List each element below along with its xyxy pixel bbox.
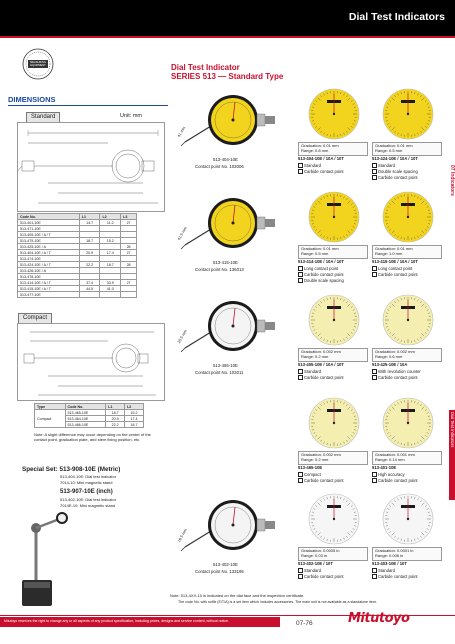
- table-cell: 11.2: [100, 220, 121, 226]
- feature-icon: [372, 375, 377, 380]
- standard-drawing: [17, 122, 165, 212]
- product-indicators: [175, 88, 295, 608]
- col-l1: L1: [106, 404, 125, 410]
- feature-item: [372, 369, 421, 374]
- contact-point-number: Contact point No. 136013: [195, 267, 244, 272]
- feature-icon: [298, 272, 303, 277]
- table-cell: 513-405-10E / A / T: [18, 232, 80, 238]
- graduation-text: Graduation: 0.002 mm: [375, 349, 415, 354]
- graduation-text: Graduation: 0.0001 in: [375, 548, 414, 553]
- range-text: Range: 0.5 mm: [375, 147, 403, 153]
- feature-item: [298, 169, 344, 174]
- table-cell: 18.7: [79, 238, 100, 244]
- feature-label: Carbide contact point: [378, 375, 418, 380]
- feature-label: Double scale spacing: [378, 169, 418, 174]
- table-cell: 27: [121, 220, 137, 226]
- indicator-item: [175, 191, 295, 294]
- order-code: 513-405-10E / 10A / 10T: [298, 362, 344, 367]
- feature-label: Compact: [304, 472, 321, 477]
- table-cell: 513-466-10E: [65, 422, 106, 428]
- contact-point-number: Contact point No. 103006: [195, 164, 244, 169]
- graduation-range-box: [298, 245, 368, 259]
- indicator-model: 513-415-10E: [213, 260, 238, 265]
- table-cell: 18.7: [100, 262, 121, 268]
- graduation-range-box: [372, 547, 442, 561]
- feature-icon: [372, 568, 377, 573]
- dial-face-image: [372, 493, 444, 545]
- feature-item: [372, 472, 405, 477]
- indicator-model: 513-465-10E: [213, 363, 238, 368]
- dial-variant: [298, 88, 370, 191]
- feature-label: Carbide contact point: [378, 175, 418, 180]
- feature-item: [372, 169, 418, 174]
- table-cell: 17.4: [100, 250, 121, 256]
- table-cell: 18.7: [106, 410, 125, 416]
- feature-label: Carbide contact point: [304, 272, 344, 277]
- compact-table-body: [35, 410, 144, 428]
- feature-label: Standard: [304, 163, 321, 168]
- graduation-text: Graduation: 0.01 mm: [301, 143, 339, 148]
- indicator-item: [175, 88, 295, 191]
- dial-variant: [372, 493, 444, 593]
- table-cell: 18.7: [125, 422, 144, 428]
- table-cell: 513-475-10E: [18, 238, 80, 244]
- stylus-length-label: 41 mm: [177, 125, 187, 138]
- graduation-text: Graduation: 0.002 mm: [301, 349, 341, 354]
- feature-item: [372, 375, 418, 380]
- mitutoyo-logo: Mitutoyo: [348, 611, 410, 626]
- feature-label: Double scale spacing: [304, 278, 344, 283]
- dimensions-note: Note: A slight difference may occur depending on the center of the contact point, graduation plate, and stem fixing position, etc.: [34, 432, 151, 443]
- range-text: Range: 0.5 mm: [301, 250, 329, 256]
- feature-label: Long contact point: [304, 266, 339, 271]
- feature-icon: [298, 574, 303, 579]
- dial-variant: [372, 397, 444, 493]
- feature-item: [298, 568, 321, 573]
- table-cell: 15.2: [125, 410, 144, 416]
- graduation-text: Graduation: 0.0005 in: [301, 548, 340, 553]
- page-number: 07-76: [296, 620, 313, 627]
- col-l2: L2: [125, 404, 144, 410]
- order-code: 513-424-10E / 10A / 10T: [372, 156, 418, 161]
- feature-icon: [372, 169, 377, 174]
- table-cell: 513-426-10E / A: [18, 268, 80, 274]
- dimensions-underline: [8, 105, 168, 106]
- feature-icon: [372, 369, 377, 374]
- feature-label: With revolution counter: [378, 369, 421, 374]
- table-cell: 44.5: [79, 286, 100, 292]
- dial-face-image: [372, 294, 444, 346]
- feature-item: [372, 568, 395, 573]
- table-cell: 513-404-10E / A / T: [18, 250, 80, 256]
- product-title: Dial Test Indicator: [171, 63, 240, 72]
- dial-indicator-image: [175, 493, 295, 563]
- dimensions-table: [17, 213, 137, 298]
- feature-icon: [298, 375, 303, 380]
- col-l3: L3: [121, 214, 137, 220]
- feature-icon: [372, 266, 377, 271]
- graduation-text: Graduation: 0.002 mm: [301, 452, 341, 457]
- feature-label: Carbide contact point: [378, 574, 418, 579]
- feature-item: [372, 163, 395, 168]
- col-code: Code No.: [65, 404, 106, 410]
- graduation-text: Graduation: 0.001 mm: [375, 452, 415, 457]
- contact-point-number: Contact point No. 133195: [195, 569, 244, 574]
- feature-item: [298, 272, 344, 277]
- feature-icon: [372, 163, 377, 168]
- table-cell: 20.9: [106, 416, 125, 422]
- feature-icon: [298, 169, 303, 174]
- bottom-note: Note: 513-4XX-10 is indicated on the dial face and the inspection certificate.: [170, 593, 305, 598]
- dial-face-image: [298, 397, 370, 449]
- dial-face-image: [298, 294, 370, 346]
- special-set-line-3: 513-402-10E: Dial test indicator: [60, 497, 117, 502]
- feature-item: [372, 266, 412, 271]
- feature-icon: [372, 472, 377, 477]
- indicator-model: 513-404-10E: [213, 157, 238, 162]
- col-code: Code No.: [18, 214, 80, 220]
- special-set-title-2: 513-907-10E (inch): [60, 489, 113, 495]
- standard-label: Standard: [26, 112, 60, 123]
- feature-icon: [298, 266, 303, 271]
- table-row: [18, 292, 137, 298]
- table-cell: 22.2: [79, 262, 100, 268]
- table-cell: 27: [121, 250, 137, 256]
- table-cell: 513-478-10E: [18, 274, 80, 280]
- dial-face-image: [372, 191, 444, 243]
- table-cell: 28: [121, 244, 137, 250]
- feature-label: Standard: [304, 568, 321, 573]
- range-text: Range: 0.03 in: [301, 552, 328, 558]
- table-cell: 14.7: [79, 220, 100, 226]
- type-cell: Compact: [35, 410, 66, 428]
- feature-icon: [372, 175, 377, 180]
- feature-item: [298, 278, 344, 283]
- special-set-title: Special Set: 513-908-10E (Metric): [22, 466, 121, 473]
- stylus-length-label: 41.5 mm: [177, 226, 188, 241]
- unit-label: Unit: mm: [120, 113, 142, 119]
- feature-label: Carbide contact point: [378, 478, 418, 483]
- indicator-model: 513-402-10E: [213, 562, 238, 567]
- table-cell: [100, 292, 121, 298]
- table-cell: 15.2: [100, 238, 121, 244]
- table-cell: 513-425-10E / A: [18, 244, 80, 250]
- feature-item: [372, 478, 418, 483]
- feature-label: Carbide contact point: [304, 478, 344, 483]
- side-tab-indicators: 07 Indicators: [448, 165, 455, 196]
- feature-label: Carbide contact point: [378, 272, 418, 277]
- bottom-note-2: The code No. with suffix (E/T/A) is a set item which includes accessories. The main unit is not available as a standalone item.: [178, 600, 377, 604]
- dial-face-image: [298, 88, 370, 140]
- special-set-line-2: 7014-10: Mini magnetic stand: [60, 480, 113, 485]
- feature-item: [298, 472, 321, 477]
- feature-icon: [372, 574, 377, 579]
- table-cell: 22.2: [106, 422, 125, 428]
- feature-icon: [298, 278, 303, 283]
- dial-variant: [372, 191, 444, 294]
- feature-item: [298, 369, 321, 374]
- feature-icon: [372, 272, 377, 277]
- range-text: Range: 0.2 mm: [301, 456, 329, 462]
- dial-variant: [298, 493, 370, 593]
- table-cell: 513-471-10E: [18, 226, 80, 232]
- feature-icon: [298, 568, 303, 573]
- order-code: 513-415-10E / 10A / 10T: [372, 259, 418, 264]
- table-cell: 33.9: [100, 280, 121, 286]
- header-accent-line: [0, 36, 455, 38]
- graduation-range-box: [372, 142, 442, 156]
- order-code: 513-401-10E: [372, 465, 397, 470]
- dial-variant: [298, 294, 370, 397]
- product-subtitle: SERIES 513 — Standard Type: [171, 72, 284, 81]
- special-set-line-4: 7014E-10: Mini magnetic stand: [60, 503, 116, 508]
- product-variants: [298, 88, 448, 608]
- feature-label: Standard: [304, 369, 321, 374]
- graduation-range-box: [298, 451, 368, 465]
- graduation-text: Graduation: 0.01 mm: [301, 246, 339, 251]
- graduation-range-box: [298, 142, 368, 156]
- range-text: Range: 0.8 mm: [301, 147, 329, 153]
- magnetic-stand-image: [12, 508, 72, 608]
- stylus-length-label: 25.5 mm: [177, 329, 188, 344]
- table-cell: 28: [121, 262, 137, 268]
- dial-variant: [298, 191, 370, 294]
- dial-face-image: [372, 397, 444, 449]
- graduation-range-box: [298, 348, 368, 362]
- dial-variant: [372, 294, 444, 397]
- table-cell: 513-401-10E: [18, 220, 80, 226]
- table-cell: 17.4: [125, 416, 144, 422]
- dial-indicator-image: [175, 191, 295, 261]
- feature-icon: [372, 478, 377, 483]
- dial-face-image: [372, 88, 444, 140]
- table-cell: 513-477-10E: [18, 292, 80, 298]
- order-code: 513-402-10E / 10T: [298, 561, 333, 566]
- feature-label: Standard: [378, 163, 395, 168]
- compact-drawing: [17, 323, 165, 401]
- dimensions-table-body: [18, 220, 137, 298]
- dial-variant: [372, 88, 444, 191]
- feature-icon: [298, 478, 303, 483]
- order-code: 513-425-10E / 10A: [372, 362, 408, 367]
- feature-label: Carbide contact point: [304, 574, 344, 579]
- indicator-item: [175, 493, 295, 593]
- badge-text: MEASURING EQUIPMENT: [30, 60, 46, 67]
- graduation-range-box: [298, 547, 368, 561]
- feature-item: [372, 574, 418, 579]
- graduation-text: Graduation: 0.01 mm: [375, 246, 413, 251]
- order-code: 513-403-10E / 10T: [372, 561, 407, 566]
- graduation-range-box: [372, 348, 442, 362]
- range-text: Range: 0.2 mm: [301, 353, 329, 359]
- feature-icon: [298, 163, 303, 168]
- table-cell: 513-465-10E: [65, 410, 106, 416]
- footer-note: Mitutoyo reserves the right to change any or all aspects of any product specification, including prices, designs and service content, without notice.: [4, 619, 229, 623]
- range-text: Range: 0.008 in: [375, 552, 404, 558]
- feature-icon: [298, 472, 303, 477]
- header-title: Dial Test Indicators: [348, 11, 445, 23]
- table-cell: 513-424-10E / A / T: [18, 262, 80, 268]
- feature-item: [298, 163, 321, 168]
- table-cell: 20.9: [79, 250, 100, 256]
- indicator-item: [175, 294, 295, 397]
- dial-indicator-image: [175, 88, 295, 158]
- order-code: 513-465-10E: [298, 465, 323, 470]
- graduation-range-box: [372, 451, 442, 465]
- range-text: Range: 1.0 mm: [375, 250, 403, 256]
- feature-label: Long contact point: [378, 266, 413, 271]
- table-cell: 37.4: [79, 280, 100, 286]
- table-cell: [121, 292, 137, 298]
- table-cell: 27: [121, 280, 137, 286]
- measuring-equipment-badge: [22, 48, 54, 80]
- range-text: Range: 0.6 mm: [375, 353, 403, 359]
- side-tab-dial-test: Dial Test Indicators: [449, 412, 455, 448]
- table-cell: 513-474-10E: [18, 256, 80, 262]
- table-cell: 513-414-10E / A / T: [18, 280, 80, 286]
- feature-label: Carbide contact point: [304, 375, 344, 380]
- feature-label: Standard: [378, 568, 395, 573]
- feature-label: Carbide contact point: [304, 169, 344, 174]
- order-code: 513-414-10E / 10A / 10T: [298, 259, 344, 264]
- dial-indicator-image: [175, 294, 295, 364]
- table-cell: 513-464-10E: [65, 416, 106, 422]
- dial-face-image: [298, 191, 370, 243]
- feature-icon: [298, 369, 303, 374]
- compact-table: [34, 403, 144, 428]
- table-cell: 41.0: [100, 286, 121, 292]
- compact-label: Compact: [18, 313, 52, 324]
- feature-item: [372, 272, 418, 277]
- feature-item: [298, 375, 344, 380]
- col-l1: L1: [79, 214, 100, 220]
- feature-item: [298, 266, 338, 271]
- feature-item: [298, 478, 344, 483]
- table-cell: 513-415-10E / A / T: [18, 286, 80, 292]
- stylus-length-label: 16.5 mm: [177, 528, 188, 543]
- dimensions-heading: DIMENSIONS: [8, 95, 56, 104]
- contact-point-number: Contact point No. 103011: [195, 370, 244, 375]
- special-set-line-1: 513-404-10E: Dial test indicator: [60, 474, 117, 479]
- feature-label: High accuracy: [378, 472, 405, 477]
- col-type: Type: [35, 404, 66, 410]
- graduation-range-box: [372, 245, 442, 259]
- graduation-text: Graduation: 0.01 mm: [375, 143, 413, 148]
- order-code: 513-404-10E / 10A / 10T: [298, 156, 344, 161]
- dial-face-image: [298, 493, 370, 545]
- feature-item: [372, 175, 418, 180]
- table-cell: [79, 292, 100, 298]
- feature-item: [298, 574, 344, 579]
- dial-variant: [298, 397, 370, 493]
- col-l2: L2: [100, 214, 121, 220]
- range-text: Range: 0.14 mm: [375, 456, 405, 462]
